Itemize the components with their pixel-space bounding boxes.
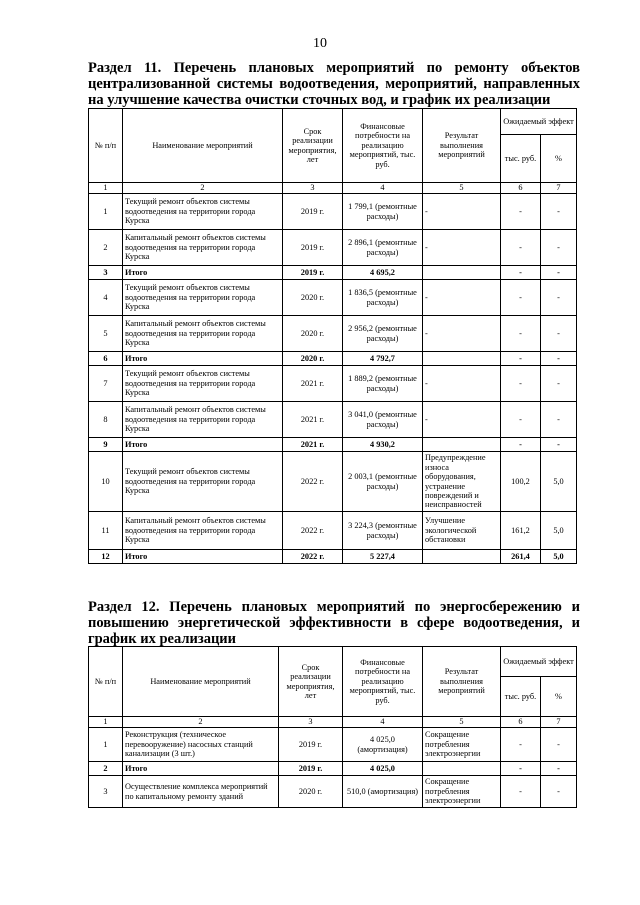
row-term: 2020 г. (283, 352, 343, 366)
row-effect-pct: 5,0 (541, 452, 577, 512)
row-effect-pct: - (541, 352, 577, 366)
row-term: 2019 г. (279, 762, 343, 776)
row-result: - (423, 316, 501, 352)
row-effect-rub: - (501, 266, 541, 280)
column-number: 7 (541, 717, 577, 728)
row-number: 2 (89, 762, 123, 776)
row-number: 12 (89, 550, 123, 564)
row-effect-pct: - (541, 194, 577, 230)
header-result: Результат выполнения мероприятий (423, 109, 501, 183)
row-result (423, 550, 501, 564)
row-effect-pct: - (541, 728, 577, 762)
row-effect-rub: - (501, 316, 541, 352)
row-name: Текущий ремонт объектов системы водоотведения на территории города Курска (123, 452, 283, 512)
row-finance: 1 889,2 (ремонтные расходы) (343, 366, 423, 402)
row-name: Капитальный ремонт объектов системы водоотведения на территории города Курска (123, 402, 283, 438)
column-number: 5 (423, 183, 501, 194)
column-number: 2 (123, 717, 279, 728)
header-name: Наименование мероприятий (123, 109, 283, 183)
row-result (423, 762, 501, 776)
row-effect-pct: - (541, 230, 577, 266)
header-term: Срок реализации мероприятия, лет (279, 647, 343, 717)
row-term: 2021 г. (283, 366, 343, 402)
row-number: 4 (89, 280, 123, 316)
column-number: 1 (89, 717, 123, 728)
row-term: 2020 г. (283, 280, 343, 316)
row-finance: 1 836,5 (ремонтные расходы) (343, 280, 423, 316)
row-name: Капитальный ремонт объектов системы водоотведения на территории города Курска (123, 230, 283, 266)
section-11-table (88, 108, 577, 564)
header-effect-pct: % (541, 135, 577, 183)
table-total-row (89, 762, 577, 776)
table-total-row (89, 438, 577, 452)
row-effect-rub: - (501, 352, 541, 366)
row-effect-rub: - (501, 402, 541, 438)
row-effect-rub: - (501, 230, 541, 266)
row-result: - (423, 402, 501, 438)
row-finance: 4 695,2 (343, 266, 423, 280)
section-12-title: Раздел 12. Перечень плановых мероприятий по энергосбережению и повышению энергетической эффективности в сфере водоотведения, и график их реализации (88, 599, 580, 647)
row-effect-pct: - (541, 438, 577, 452)
header-effect-rub: тыс. руб. (501, 677, 541, 717)
column-number: 4 (343, 717, 423, 728)
row-name: Текущий ремонт объектов системы водоотведения на территории города Курска (123, 366, 283, 402)
row-name: Итого (123, 352, 283, 366)
row-effect-rub: - (501, 194, 541, 230)
row-finance: 2 896,1 (ремонтные расходы) (343, 230, 423, 266)
row-finance: 4 025,0 (амортизация) (343, 728, 423, 762)
row-effect-rub: - (501, 438, 541, 452)
header-effect: Ожидаемый эффект (501, 109, 577, 135)
row-effect-pct: - (541, 402, 577, 438)
column-number: 1 (89, 183, 123, 194)
row-number: 6 (89, 352, 123, 366)
row-number: 1 (89, 728, 123, 762)
column-number: 4 (343, 183, 423, 194)
section-11-body (89, 183, 577, 564)
column-number: 6 (501, 183, 541, 194)
row-term: 2019 г. (283, 266, 343, 280)
page-number: 10 (313, 36, 327, 51)
row-term: 2021 г. (283, 402, 343, 438)
column-number: 3 (283, 183, 343, 194)
header-num: № п/п (89, 647, 123, 717)
table-total-row (89, 266, 577, 280)
row-number: 7 (89, 366, 123, 402)
header-num: № п/п (89, 109, 123, 183)
table-row (89, 512, 577, 550)
row-result: Сокращение потребления электроэнергии (423, 776, 501, 808)
column-number-row (89, 717, 577, 728)
section-12-body (89, 717, 577, 808)
row-result: - (423, 230, 501, 266)
row-name: Итого (123, 438, 283, 452)
row-number: 1 (89, 194, 123, 230)
row-number: 10 (89, 452, 123, 512)
row-effect-pct: - (541, 762, 577, 776)
row-term: 2022 г. (283, 512, 343, 550)
row-effect-rub: - (501, 762, 541, 776)
row-effect-rub: 161,2 (501, 512, 541, 550)
row-name: Капитальный ремонт объектов системы водоотведения на территории города Курска (123, 512, 283, 550)
row-name: Осуществление комплекса мероприятий по капитальному ремонту зданий (123, 776, 279, 808)
header-name: Наименование мероприятий (123, 647, 279, 717)
column-number: 7 (541, 183, 577, 194)
header-term: Срок реализации мероприятия, лет (283, 109, 343, 183)
table-row (89, 402, 577, 438)
row-term: 2022 г. (283, 452, 343, 512)
row-effect-rub: 100,2 (501, 452, 541, 512)
row-finance: 5 227,4 (343, 550, 423, 564)
row-result: - (423, 366, 501, 402)
table-row (89, 776, 577, 808)
row-term: 2020 г. (283, 316, 343, 352)
row-number: 9 (89, 438, 123, 452)
column-number: 5 (423, 717, 501, 728)
header-finance: Финансовые потребности на реализацию мероприятий, тыс. руб. (343, 647, 423, 717)
row-number: 3 (89, 776, 123, 808)
table-row (89, 366, 577, 402)
row-effect-rub: - (501, 366, 541, 402)
row-result: Предупреждение износа оборудования, устранение повреждений и неисправностей (423, 452, 501, 512)
header-result: Результат выполнения мероприятий (423, 647, 501, 717)
row-name: Итого (123, 762, 279, 776)
section-11-title: Раздел 11. Перечень плановых мероприятий по ремонту объектов централизованной системы водоотведения, мероприятий, направленных на улучшение качества очистки сточных вод, и график их реализации (88, 60, 580, 108)
header-effect-rub: тыс. руб. (501, 135, 541, 183)
row-result (423, 352, 501, 366)
row-finance: 3 224,3 (ремонтные расходы) (343, 512, 423, 550)
row-effect-pct: - (541, 776, 577, 808)
row-name: Текущий ремонт объектов системы водоотведения на территории города Курска (123, 280, 283, 316)
row-result: Сокращение потребления электроэнергии (423, 728, 501, 762)
column-number: 6 (501, 717, 541, 728)
row-finance: 4 930,2 (343, 438, 423, 452)
table-total-row (89, 352, 577, 366)
header-finance: Финансовые потребности на реализацию мероприятий, тыс. руб. (343, 109, 423, 183)
row-number: 5 (89, 316, 123, 352)
table-row (89, 452, 577, 512)
row-result: - (423, 194, 501, 230)
column-number: 3 (279, 717, 343, 728)
row-term: 2019 г. (283, 230, 343, 266)
table-row (89, 230, 577, 266)
section-12-table (88, 646, 577, 808)
row-finance: 2 956,2 (ремонтные расходы) (343, 316, 423, 352)
row-effect-pct: - (541, 266, 577, 280)
table-row (89, 280, 577, 316)
row-number: 11 (89, 512, 123, 550)
row-number: 8 (89, 402, 123, 438)
row-name: Итого (123, 266, 283, 280)
row-name: Итого (123, 550, 283, 564)
row-effect-pct: 5,0 (541, 512, 577, 550)
row-effect-pct: - (541, 366, 577, 402)
row-number: 2 (89, 230, 123, 266)
row-result (423, 266, 501, 280)
row-term: 2021 г. (283, 438, 343, 452)
row-effect-pct: 5,0 (541, 550, 577, 564)
row-finance: 3 041,0 (ремонтные расходы) (343, 402, 423, 438)
row-effect-pct: - (541, 280, 577, 316)
row-result (423, 438, 501, 452)
row-effect-rub: - (501, 728, 541, 762)
header-effect: Ожидаемый эффект (501, 647, 577, 677)
row-term: 2019 г. (283, 194, 343, 230)
row-name: Капитальный ремонт объектов системы водоотведения на территории города Курска (123, 316, 283, 352)
column-number-row (89, 183, 577, 194)
row-term: 2022 г. (283, 550, 343, 564)
row-term: 2020 г. (279, 776, 343, 808)
row-effect-rub: - (501, 776, 541, 808)
row-finance: 4 025,0 (343, 762, 423, 776)
table-row (89, 728, 577, 762)
row-effect-rub: - (501, 280, 541, 316)
row-finance: 510,0 (амортизация) (343, 776, 423, 808)
row-name: Текущий ремонт объектов системы водоотведения на территории города Курска (123, 194, 283, 230)
table-row (89, 194, 577, 230)
header-effect-pct: % (541, 677, 577, 717)
row-finance: 1 799,1 (ремонтные расходы) (343, 194, 423, 230)
row-name: Реконструкция (техническое перевооружение) насосных станций канализации (3 шт.) (123, 728, 279, 762)
row-number: 3 (89, 266, 123, 280)
table-total-row (89, 550, 577, 564)
row-effect-pct: - (541, 316, 577, 352)
row-effect-rub: 261,4 (501, 550, 541, 564)
row-result: - (423, 280, 501, 316)
row-finance: 4 792,7 (343, 352, 423, 366)
column-number: 2 (123, 183, 283, 194)
row-result: Улучшение экологической обстановки (423, 512, 501, 550)
table-row (89, 316, 577, 352)
row-term: 2019 г. (279, 728, 343, 762)
row-finance: 2 003,1 (ремонтные расходы) (343, 452, 423, 512)
